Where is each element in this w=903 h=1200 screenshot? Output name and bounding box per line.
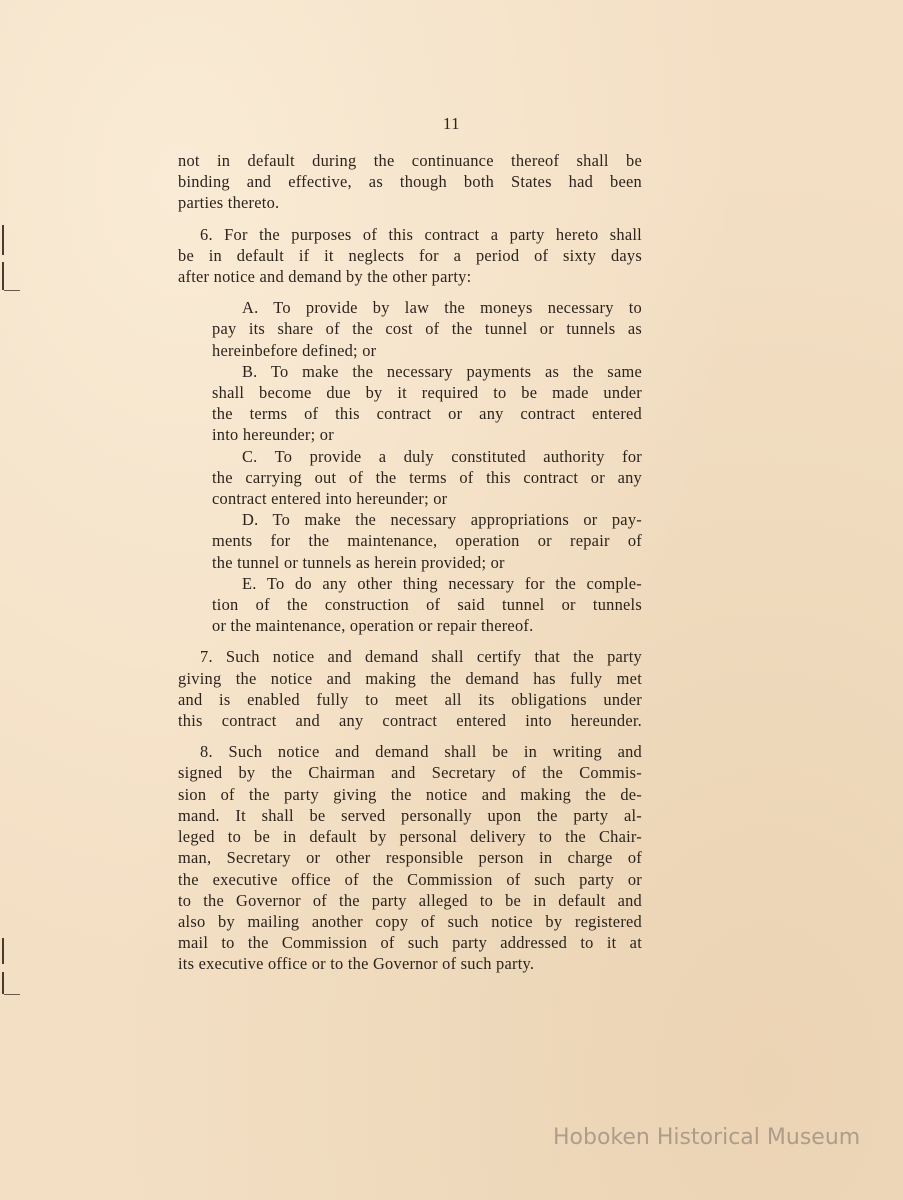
list-item-b	[212, 361, 642, 446]
text-line: be in default if it neglects for a period of sixty days	[178, 245, 642, 265]
list-item-a	[212, 297, 642, 361]
text-line: and is enabled fully to meet all its obligations under	[178, 689, 642, 709]
binding-edge-mark	[2, 938, 4, 964]
text-line: into hereunder; or	[212, 425, 334, 445]
binding-edge-mark	[2, 262, 4, 290]
text-line: this contract and any contract entered into hereunder.	[178, 711, 642, 731]
paragraph-continuation	[178, 150, 642, 214]
document-body	[178, 150, 642, 985]
text-line: E. To do any other thing necessary for the comple-	[242, 573, 642, 593]
text-line: binding and effective, as though both States had been	[178, 172, 642, 192]
text-line: to the Governor of the party alleged to be in default and	[178, 890, 642, 910]
text-line: man, Secretary or other responsible person in charge of	[178, 848, 642, 868]
text-line: D. To make the necessary appropriations or pay-	[242, 510, 642, 530]
text-line: mail to the Commission of such party addressed to it at	[178, 933, 642, 953]
paragraph-7	[178, 646, 642, 731]
text-line: shall become due by it required to be made under	[212, 383, 642, 403]
text-line: signed by the Chairman and Secretary of the Commis-	[178, 763, 642, 783]
text-line: mand. It shall be served personally upon the party al-	[178, 805, 642, 825]
text-line: parties thereto.	[178, 193, 280, 213]
text-line: 7. Such notice and demand shall certify that the party	[200, 647, 642, 667]
text-line: A. To provide by law the moneys necessary to	[242, 298, 642, 318]
binding-edge-tick	[4, 994, 20, 995]
text-line: B. To make the necessary payments as the same	[242, 361, 642, 381]
text-line: also by mailing another copy of such notice by registered	[178, 911, 642, 931]
text-line: the tunnel or tunnels as herein provided; or	[212, 552, 505, 572]
binding-edge-tick	[4, 290, 20, 291]
binding-edge-mark	[2, 225, 4, 255]
binding-edge-mark	[2, 972, 4, 994]
text-line: its executive office or to the Governor of such party.	[178, 954, 535, 974]
text-line: sion of the party giving the notice and making the de-	[178, 784, 642, 804]
text-line: C. To provide a duly constituted authority for	[242, 446, 642, 466]
museum-watermark: Hoboken Historical Museum	[553, 1125, 861, 1150]
paragraph-8	[178, 741, 642, 974]
default-conditions-list	[212, 297, 642, 636]
text-line: after notice and demand by the other party:	[178, 267, 472, 287]
text-line: hereinbefore defined; or	[212, 340, 377, 360]
text-line: not in default during the continuance thereof shall be	[178, 151, 642, 170]
text-line: giving the notice and making the demand has fully met	[178, 668, 642, 688]
text-line: contract entered into hereunder; or	[212, 489, 448, 509]
paragraph-6	[178, 224, 642, 288]
text-line: pay its share of the cost of the tunnel or tunnels as	[212, 319, 642, 339]
list-item-d	[212, 509, 642, 573]
page-number: 11	[442, 114, 461, 133]
list-item-e	[212, 573, 642, 637]
text-line: tion of the construction of said tunnel or tunnels	[212, 595, 642, 615]
list-item-c	[212, 446, 642, 510]
text-line: the carrying out of the terms of this contract or any	[212, 467, 642, 487]
text-line: 6. For the purposes of this contract a party hereto shall	[200, 224, 642, 244]
text-line: the terms of this contract or any contract entered	[212, 404, 642, 424]
text-line: 8. Such notice and demand shall be in writing and	[200, 742, 642, 762]
text-line: leged to be in default by personal delivery to the Chair-	[178, 827, 642, 847]
text-line: the executive office of the Commission of such party or	[178, 869, 642, 889]
text-line: or the maintenance, operation or repair thereof.	[212, 616, 534, 636]
text-line: ments for the maintenance, operation or repair of	[212, 531, 642, 551]
